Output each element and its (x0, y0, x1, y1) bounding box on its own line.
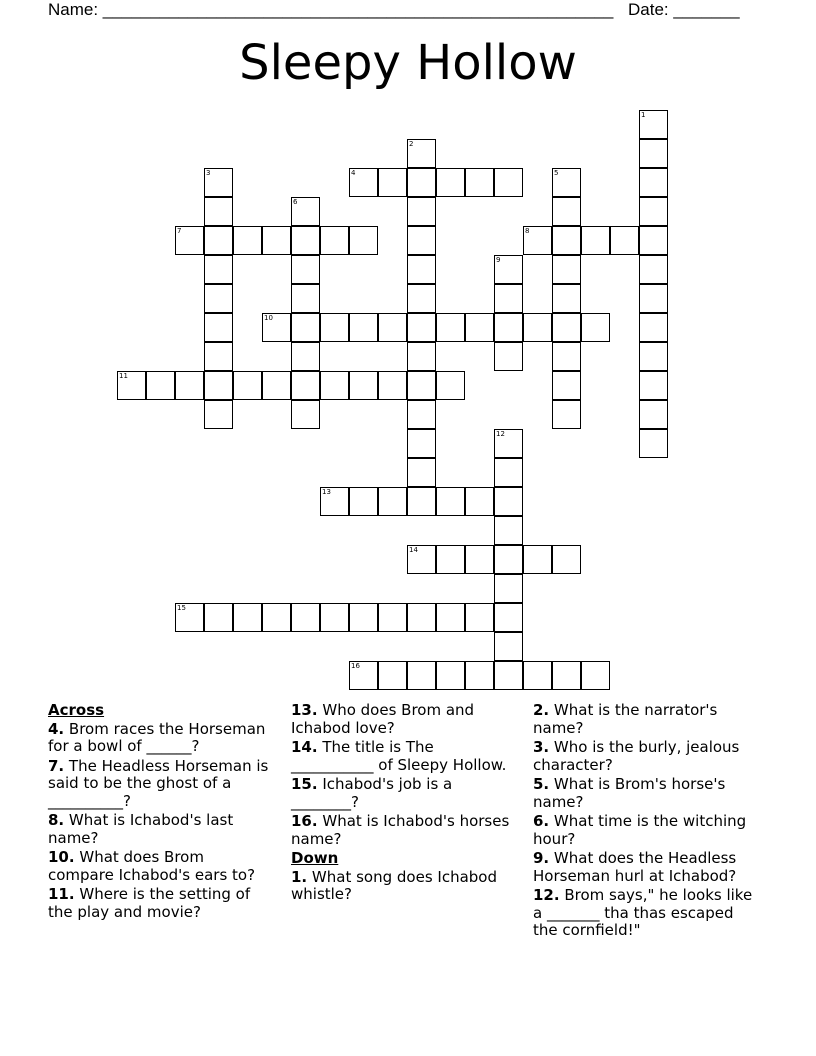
crossword-cell[interactable] (552, 226, 581, 255)
crossword-cell[interactable] (407, 603, 436, 632)
crossword-cell[interactable] (552, 545, 581, 574)
crossword-cell[interactable] (465, 603, 494, 632)
crossword-cell[interactable] (204, 255, 233, 284)
crossword-cell[interactable] (407, 168, 436, 197)
clue-across-15: 15. Ichabod's job is a ________? (291, 775, 453, 811)
clue-number: 16 (351, 662, 360, 670)
name-field[interactable]: Name: ______________________________________________________ (48, 0, 614, 19)
crossword-cell[interactable] (407, 255, 436, 284)
page-title: Sleepy Hollow (239, 35, 577, 91)
crossword-cell[interactable] (378, 168, 407, 197)
clues-column-1 (48, 702, 273, 923)
clue-across-16: 16. What is Ichabod's horses name? (291, 812, 510, 848)
crossword-cell[interactable] (639, 284, 668, 313)
clue-number: 2 (409, 140, 414, 148)
crossword-cell[interactable] (639, 371, 668, 400)
crossword-cell[interactable] (494, 574, 523, 603)
crossword-cell[interactable] (204, 603, 233, 632)
crossword-cell[interactable] (523, 545, 552, 574)
crossword-cell[interactable] (233, 371, 262, 400)
crossword-cell[interactable] (320, 313, 349, 342)
crossword-cell[interactable] (639, 110, 668, 139)
crossword-cell[interactable] (465, 487, 494, 516)
clues-column-2 (291, 702, 516, 906)
clue-across-7: 7. The Headless Horseman is said to be the ghost of a __________? (48, 756, 269, 810)
crossword-cell[interactable] (494, 313, 523, 342)
crossword-cell[interactable] (204, 197, 233, 226)
clue-across-8: 8. What is Ichabod's last name? (48, 811, 234, 847)
crossword-cell[interactable] (291, 255, 320, 284)
clue-down-1: 1. What song does Ichabod whistle? (291, 867, 497, 903)
crossword-cell[interactable] (436, 603, 465, 632)
clue-number: 6 (293, 198, 298, 206)
clue-across-11: 11. Where is the setting of the play and movie? (48, 885, 251, 921)
clue-number: 13 (322, 488, 331, 496)
crossword-cell[interactable] (407, 313, 436, 342)
down-heading: Down (291, 849, 339, 867)
crossword-cell[interactable] (552, 661, 581, 690)
crossword-cell[interactable] (436, 168, 465, 197)
crossword-cell[interactable] (291, 342, 320, 371)
crossword-cell[interactable] (204, 168, 233, 197)
crossword-cell[interactable] (494, 168, 523, 197)
clue-across-4: 4. Brom races the Horseman for a bowl of ______? (48, 719, 266, 755)
crossword-cell[interactable] (349, 168, 378, 197)
crossword-cell[interactable] (349, 603, 378, 632)
crossword-cell[interactable] (494, 284, 523, 313)
clue-number: 9 (496, 256, 501, 264)
clue-number: 11 (119, 372, 128, 380)
crossword-cell[interactable] (262, 603, 291, 632)
crossword-cell[interactable] (494, 661, 523, 690)
crossword-cell[interactable] (639, 139, 668, 168)
crossword-cell[interactable] (639, 255, 668, 284)
clue-number: 15 (177, 604, 186, 612)
crossword-cell[interactable] (639, 197, 668, 226)
clue-number: 14 (409, 546, 418, 554)
crossword-cell[interactable] (581, 313, 610, 342)
crossword-cell[interactable] (639, 400, 668, 429)
crossword-cell[interactable] (407, 197, 436, 226)
crossword-cell[interactable] (552, 168, 581, 197)
crossword-cell[interactable] (233, 603, 262, 632)
crossword-cell[interactable] (349, 313, 378, 342)
clue-down-5: 5. What is Brom's horse's name? (533, 775, 726, 811)
crossword-cell[interactable] (291, 313, 320, 342)
clue-number: 10 (264, 314, 273, 322)
crossword-cell[interactable] (552, 342, 581, 371)
clues-column-3 (533, 702, 758, 942)
crossword-cell[interactable] (494, 429, 523, 458)
crossword-cell[interactable] (407, 545, 436, 574)
crossword-cell[interactable] (378, 603, 407, 632)
crossword-cell[interactable] (204, 284, 233, 313)
crossword-cell[interactable] (552, 371, 581, 400)
crossword-cell[interactable] (146, 371, 175, 400)
clue-number: 3 (206, 169, 211, 177)
crossword-cell[interactable] (291, 400, 320, 429)
clue-across-13: 13. Who does Brom and Ichabod love? (291, 701, 475, 737)
clue-number: 5 (554, 169, 559, 177)
crossword-cell[interactable] (639, 168, 668, 197)
crossword-cell[interactable] (494, 255, 523, 284)
crossword-cell[interactable] (175, 226, 204, 255)
clue-number: 7 (177, 227, 182, 235)
crossword-cell[interactable] (291, 603, 320, 632)
crossword-cell[interactable] (465, 661, 494, 690)
crossword-cell[interactable] (407, 226, 436, 255)
crossword-cell[interactable] (204, 313, 233, 342)
crossword-cell[interactable] (291, 197, 320, 226)
crossword-cell[interactable] (465, 545, 494, 574)
crossword-cell[interactable] (378, 661, 407, 690)
crossword-cell[interactable] (204, 226, 233, 255)
crossword-cell[interactable] (407, 661, 436, 690)
crossword-cell[interactable] (291, 226, 320, 255)
crossword-cell[interactable] (349, 226, 378, 255)
crossword-cell[interactable] (407, 458, 436, 487)
crossword-cell[interactable] (639, 429, 668, 458)
crossword-cell[interactable] (581, 661, 610, 690)
crossword-cell[interactable] (204, 342, 233, 371)
clue-number: 12 (496, 430, 505, 438)
clue-across-10: 10. What does Brom compare Ichabod's ears to? (48, 848, 256, 884)
crossword-cell[interactable] (436, 487, 465, 516)
crossword-cell[interactable] (175, 603, 204, 632)
crossword-cell[interactable] (523, 661, 552, 690)
crossword-cell[interactable] (494, 516, 523, 545)
clue-down-2: 2. What is the narrator's name? (533, 701, 718, 737)
crossword-cell[interactable] (523, 313, 552, 342)
crossword-cell[interactable] (349, 371, 378, 400)
crossword-cell[interactable] (320, 226, 349, 255)
crossword-cell[interactable] (175, 371, 204, 400)
crossword-cell[interactable] (639, 226, 668, 255)
date-field[interactable]: Date: _______ (628, 0, 740, 19)
clue-number: 8 (525, 227, 530, 235)
crossword-cell[interactable] (233, 226, 262, 255)
crossword-cell[interactable] (407, 429, 436, 458)
crossword-cell[interactable] (494, 603, 523, 632)
clue-number: 1 (641, 111, 646, 119)
crossword-cell[interactable] (262, 371, 291, 400)
crossword-cell[interactable] (291, 371, 320, 400)
crossword-cell[interactable] (320, 487, 349, 516)
crossword-cell[interactable] (407, 400, 436, 429)
crossword-cell[interactable] (436, 545, 465, 574)
crossword-cell[interactable] (436, 371, 465, 400)
crossword-cell[interactable] (262, 313, 291, 342)
crossword-cell[interactable] (349, 661, 378, 690)
crossword-cell[interactable] (523, 226, 552, 255)
crossword-cell[interactable] (610, 226, 639, 255)
clue-across-14: 14. The title is The ___________ of Sleepy Hollow. (291, 738, 507, 774)
crossword-cell[interactable] (378, 371, 407, 400)
crossword-cell[interactable] (407, 139, 436, 168)
crossword-cell[interactable] (552, 313, 581, 342)
crossword-cell[interactable] (494, 342, 523, 371)
crossword-cell[interactable] (320, 371, 349, 400)
crossword-cell[interactable] (204, 400, 233, 429)
crossword-cell[interactable] (552, 400, 581, 429)
crossword-cell[interactable] (291, 284, 320, 313)
crossword-cell[interactable] (320, 603, 349, 632)
crossword-cell[interactable] (407, 487, 436, 516)
clue-down-6: 6. What time is the witching hour? (533, 812, 747, 848)
crossword-cell[interactable] (552, 197, 581, 226)
crossword-cell[interactable] (552, 284, 581, 313)
crossword-cell[interactable] (436, 313, 465, 342)
crossword-cell[interactable] (349, 487, 378, 516)
crossword-cell[interactable] (552, 255, 581, 284)
crossword-cell[interactable] (204, 371, 233, 400)
clue-down-3: 3. Who is the burly, jealous character? (533, 738, 740, 774)
crossword-cell[interactable] (494, 487, 523, 516)
crossword-cell[interactable] (407, 284, 436, 313)
clue-down-12: 12. Brom says," he looks like a _______ tha thas escaped the cornfield!" (533, 886, 753, 939)
crossword-cell[interactable] (436, 661, 465, 690)
crossword-cell[interactable] (378, 313, 407, 342)
crossword-cell[interactable] (407, 371, 436, 400)
crossword-cell[interactable] (465, 168, 494, 197)
crossword-cell[interactable] (378, 487, 407, 516)
crossword-cell[interactable] (494, 545, 523, 574)
crossword-cell[interactable] (639, 313, 668, 342)
crossword-cell[interactable] (262, 226, 291, 255)
crossword-cell[interactable] (494, 458, 523, 487)
crossword-cell[interactable] (581, 226, 610, 255)
crossword-cell[interactable] (639, 342, 668, 371)
across-heading: Across (48, 701, 105, 719)
crossword-cell[interactable] (117, 371, 146, 400)
crossword-cell[interactable] (494, 632, 523, 661)
crossword-cell[interactable] (407, 342, 436, 371)
clue-down-9: 9. What does the Headless Horseman hurl at Ichabod? (533, 849, 737, 885)
clue-number: 4 (351, 169, 356, 177)
crossword-cell[interactable] (465, 313, 494, 342)
